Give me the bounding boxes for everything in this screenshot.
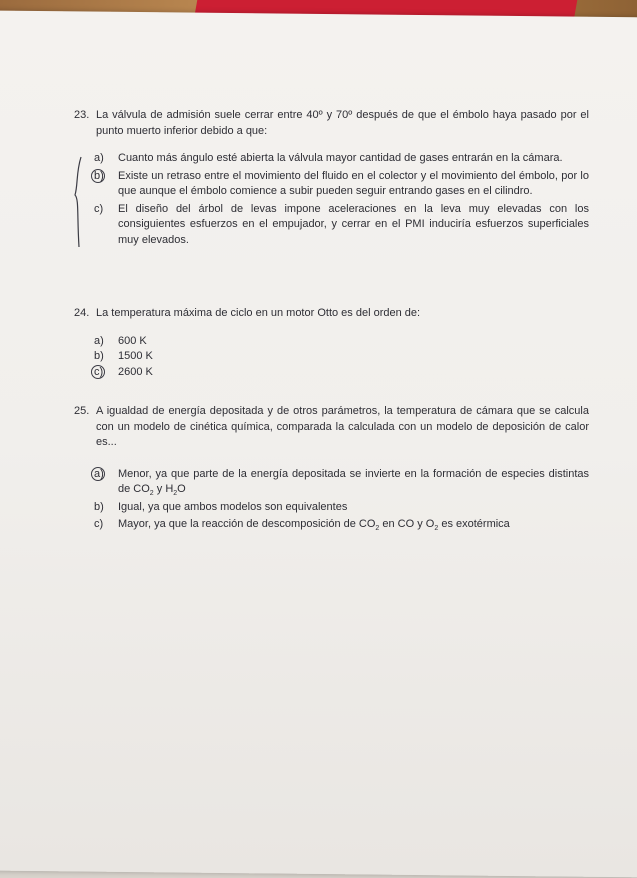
question-text: La temperatura máxima de ciclo en un motor Otto es del orden de: — [96, 307, 421, 319]
option-b — [94, 349, 589, 365]
option-letter: a) — [94, 152, 104, 164]
option-text: 600 K — [118, 334, 147, 347]
option-b — [94, 169, 589, 200]
option-letter-circled: b) — [94, 169, 118, 200]
option-text: Existe un retraso entre el movimiento del fluido en el colector y el movimiento del émbolo, por lo que aunque el émbolo comience a subir pueden seguir entrando gases en el cilindro. — [118, 169, 589, 197]
option-c — [94, 365, 589, 381]
option-a — [94, 467, 589, 498]
option-letter-circled: a) — [94, 467, 118, 498]
question-text: A igualdad de energía depositada y de otros parámetros, la temperatura de cámara que se calcula con un modelo de cinética química, comparada la calculada con un modelo de deposición de calor es... — [96, 405, 589, 448]
option-letter-circled: c) — [94, 365, 118, 381]
option-text: Menor, ya que parte de la energía depositada se invierte en la formación de especies distintas de $CO_2$ y $H_2O$ — [118, 467, 589, 498]
question-number: 25. — [74, 405, 90, 417]
question-24 — [74, 306, 589, 380]
option-text: Igual, ya que ambos modelos son equivalentes — [118, 500, 348, 513]
option-text: Mayor, ya que la reacción de descomposición de $CO_2$ en CO y $O_2$ es exotérmica — [118, 518, 510, 533]
option-letter: c) — [94, 202, 104, 215]
option-letter: c) — [94, 518, 104, 530]
option-letter: b) — [94, 350, 104, 362]
option-text: 1500 K — [118, 350, 153, 362]
option-text: 2600 K — [118, 365, 153, 378]
option-c — [94, 202, 589, 249]
option-b — [94, 500, 589, 516]
question-number: 23. — [74, 109, 90, 121]
question-number: 24. — [74, 307, 90, 319]
option-letter: a) — [94, 334, 104, 347]
question-text: La válvula de admisión suele cerrar entre 40º y 70º después de que el émbolo haya pasado por el punto muerto inferior debido a que: — [96, 109, 589, 137]
option-letter: b) — [94, 500, 104, 513]
question-23 — [74, 108, 589, 248]
option-text: El diseño del árbol de levas impone aceleraciones en la leva muy elevadas con los consiguientes esfuerzos en el empujador, y cerrar en el PMI induciría esfuerzos superficiales muy elevados. — [118, 202, 589, 246]
option-c — [94, 517, 589, 533]
question-25 — [74, 404, 589, 533]
option-a — [94, 334, 589, 350]
option-a — [94, 151, 589, 167]
option-text: Cuanto más ángulo esté abierta la válvula mayor cantidad de gases entrarán en la cámara. — [118, 152, 563, 164]
